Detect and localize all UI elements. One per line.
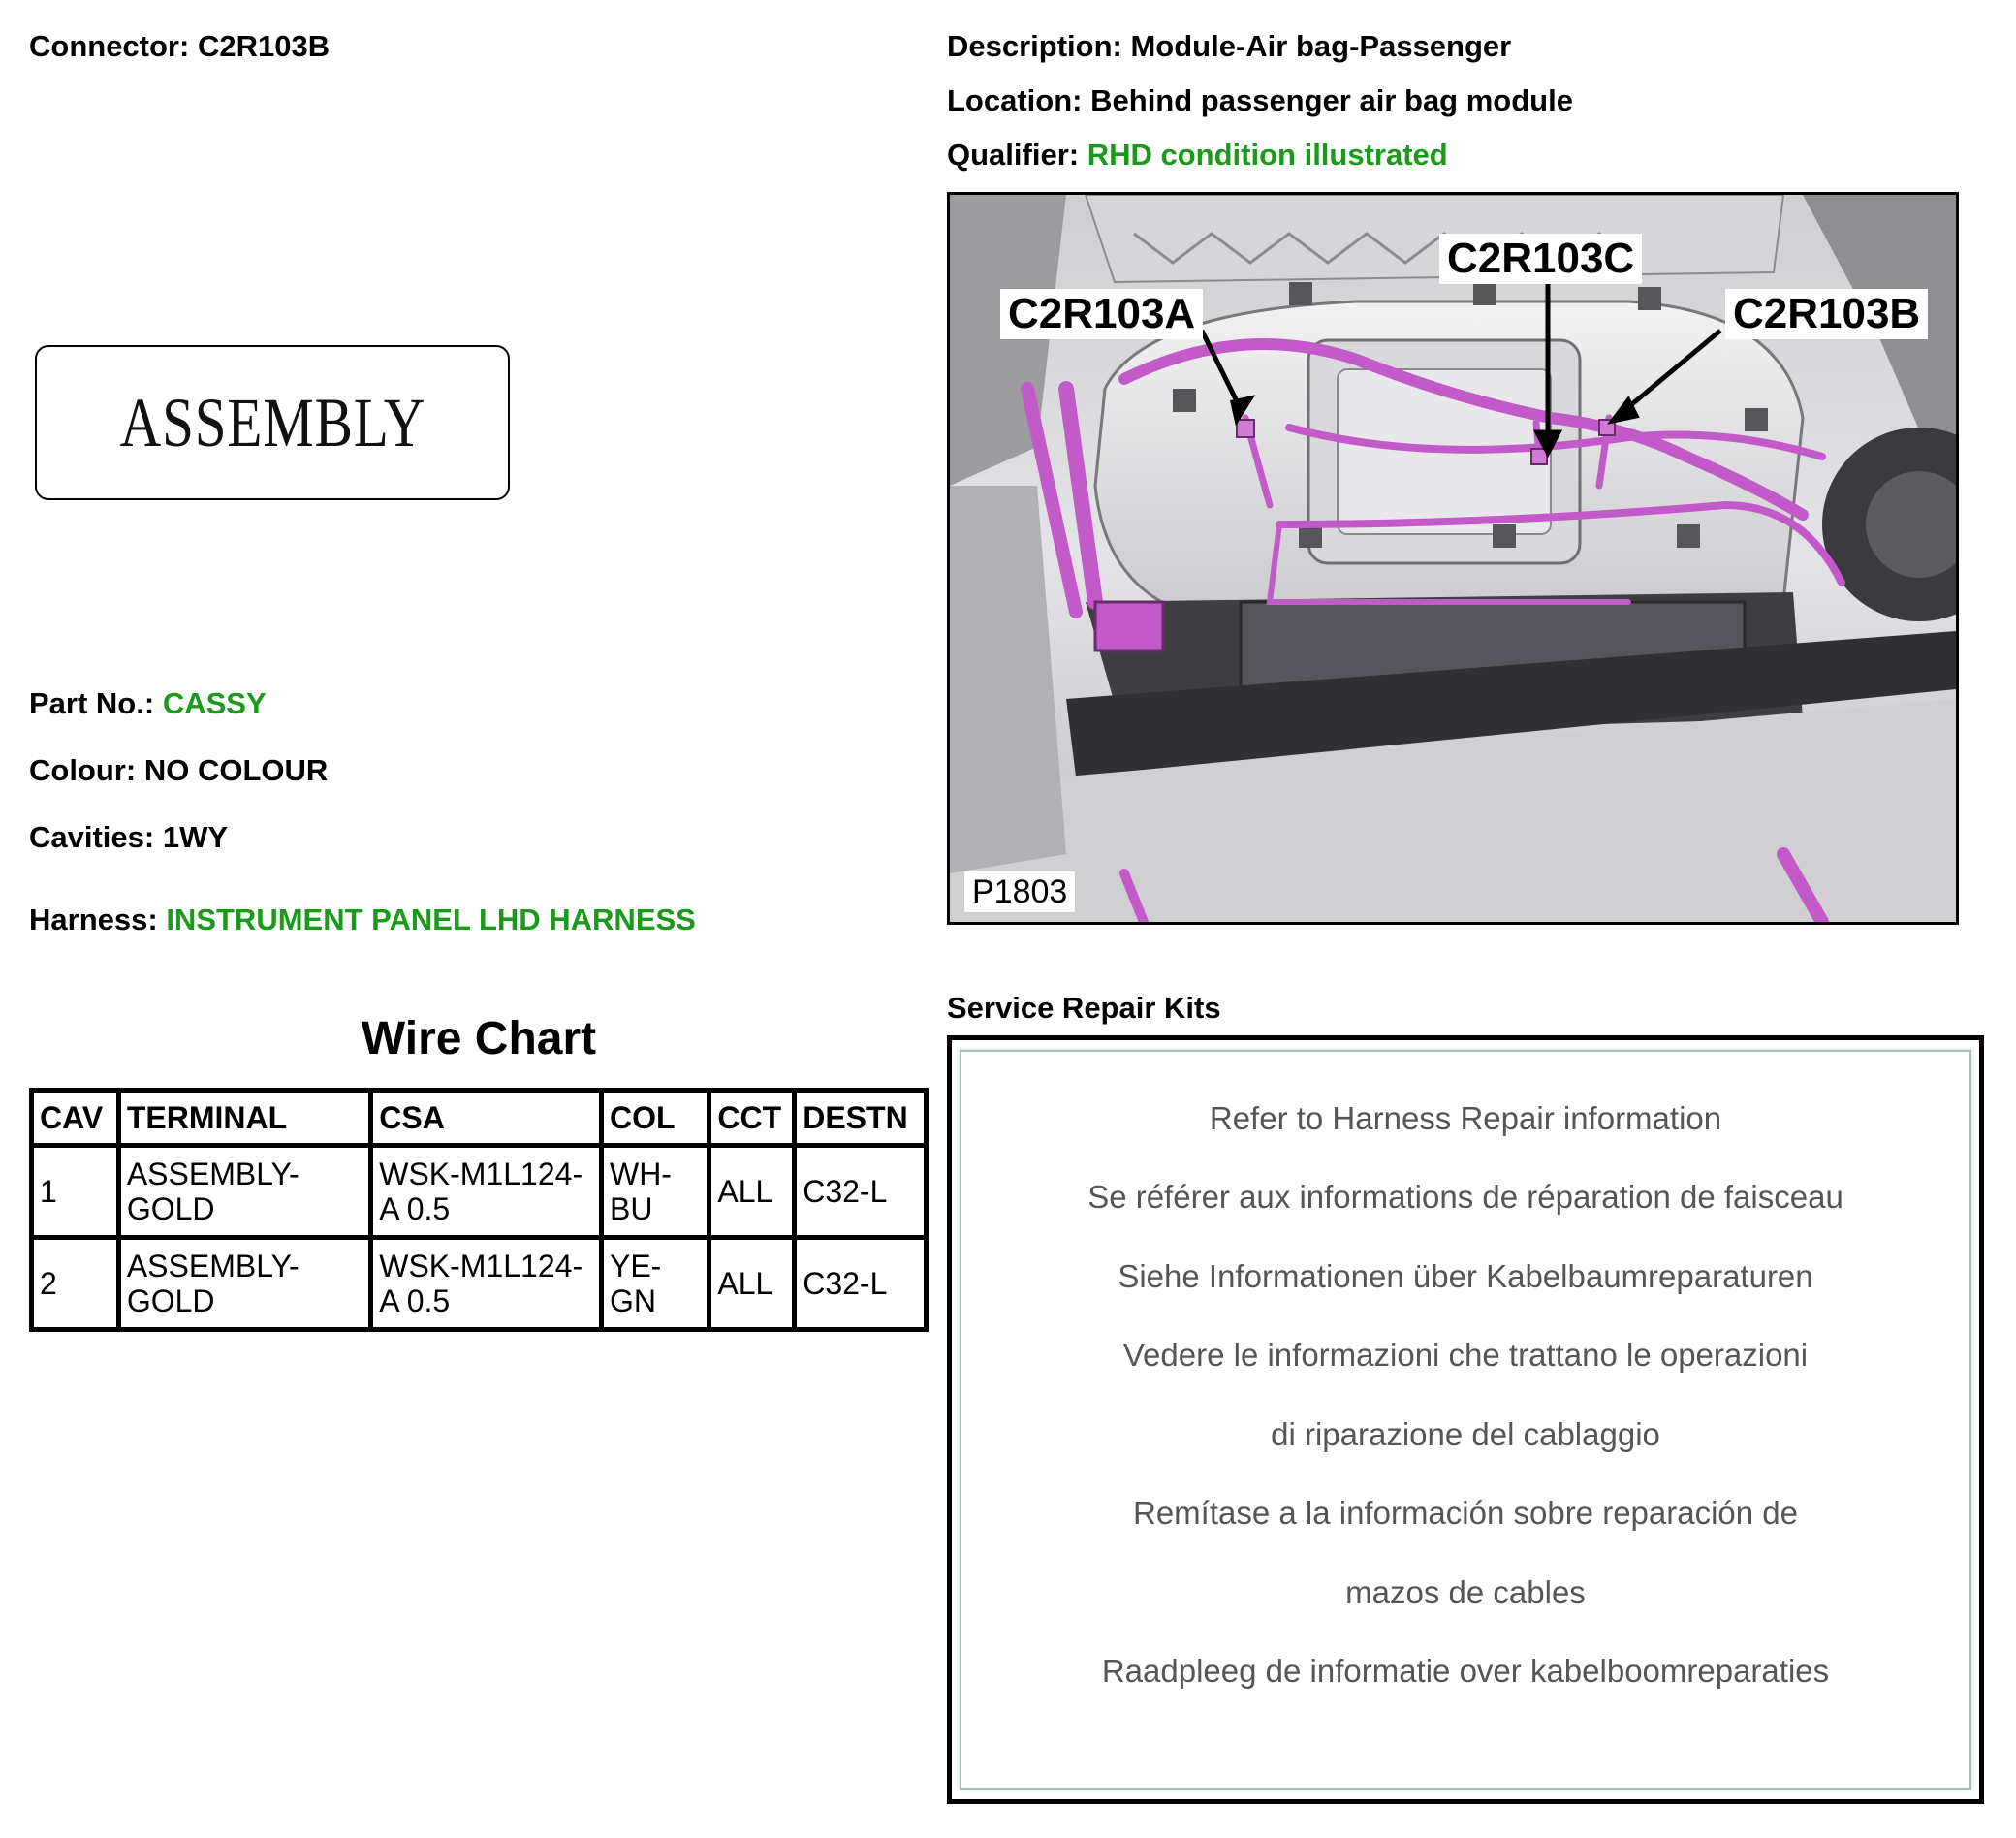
qualifier-line <box>947 138 1448 173</box>
connector-label: Connector: <box>29 29 190 63</box>
callout-c2r103c: C2R103C <box>1439 234 1642 284</box>
header-csa: CSA <box>371 1091 602 1146</box>
location-line <box>947 83 1573 118</box>
cell-cav: 1 <box>32 1146 119 1238</box>
connector-location-illustration <box>947 192 1959 925</box>
header-col: COL <box>601 1091 709 1146</box>
description-value: Module-Air bag-Passenger <box>1130 29 1512 63</box>
cell-terminal-line2: GOLD <box>126 1283 215 1318</box>
srk-line-it-1: Vedere le informazioni che trattano le operazioni <box>1122 1337 1809 1373</box>
header-terminal: TERMINAL <box>118 1091 370 1146</box>
wire-chart-table <box>29 1088 929 1332</box>
qualifier-value: RHD condition illustrated <box>1087 138 1448 172</box>
srk-line-es-2: mazos de cables <box>1345 1574 1586 1610</box>
callout-c2r103b: C2R103B <box>1725 289 1928 339</box>
cavities-value: 1WY <box>162 820 229 854</box>
location-value: Behind passenger air bag module <box>1090 83 1573 117</box>
figure-id: P1803 <box>964 871 1075 912</box>
table-header-row <box>32 1091 927 1146</box>
cell-col <box>601 1146 709 1238</box>
srk-line-de: Siehe Informationen über Kabelbaumreparaturen <box>1118 1258 1813 1294</box>
assembly-box <box>35 345 510 500</box>
part-no-line <box>29 686 267 721</box>
cell-terminal <box>118 1146 370 1238</box>
cell-cct: ALL <box>709 1146 795 1238</box>
cell-csa-line1: WSK-M1L124- <box>379 1249 583 1283</box>
callout-c2r103a: C2R103A <box>1000 289 1203 339</box>
cell-terminal <box>118 1238 370 1330</box>
cell-csa-line2: A 0.5 <box>379 1283 451 1318</box>
description-label: Description: <box>947 29 1122 63</box>
location-label: Location: <box>947 83 1083 117</box>
connector-value: C2R103B <box>197 29 331 63</box>
cell-csa <box>371 1146 602 1238</box>
cell-terminal-line1: ASSEMBLY- <box>126 1157 299 1191</box>
cell-terminal-line2: GOLD <box>126 1191 215 1226</box>
harness-label: Harness: <box>29 903 158 936</box>
service-repair-kits-title: Service Repair Kits <box>947 991 1221 1025</box>
qualifier-label: Qualifier: <box>947 138 1080 172</box>
cell-col <box>601 1238 709 1330</box>
cell-terminal-line1: ASSEMBLY- <box>126 1249 299 1283</box>
assembly-text: ASSEMBLY <box>119 383 425 461</box>
colour-label: Colour: <box>29 753 137 787</box>
part-no-label: Part No.: <box>29 686 155 720</box>
service-repair-kits-box <box>947 1035 1984 1804</box>
cell-csa-line1: WSK-M1L124- <box>379 1157 583 1191</box>
cell-csa <box>371 1238 602 1330</box>
part-no-value: CASSY <box>162 686 267 720</box>
srk-line-en: Refer to Harness Repair information <box>1209 1100 1722 1136</box>
cell-cav: 2 <box>32 1238 119 1330</box>
harness-line <box>29 903 696 937</box>
cell-cct: ALL <box>709 1238 795 1330</box>
cavities-label: Cavities: <box>29 820 155 854</box>
srk-line-it-2: di riparazione del cablaggio <box>1271 1416 1660 1452</box>
connector-line <box>29 29 330 64</box>
cavities-line <box>29 820 228 855</box>
cell-col-line2: BU <box>609 1191 653 1226</box>
cell-destn: C32-L <box>795 1238 927 1330</box>
srk-line-nl: Raadpleeg de informatie over kabelboomreparaties <box>1101 1653 1830 1689</box>
cell-col-line1: YE- <box>609 1249 662 1283</box>
header-cav: CAV <box>32 1091 119 1146</box>
harness-value: INSTRUMENT PANEL LHD HARNESS <box>166 903 696 936</box>
service-repair-kits-inner <box>960 1050 1971 1790</box>
cell-col-line2: GN <box>609 1283 656 1318</box>
srk-line-es-1: Remítase a la información sobre reparación de <box>1132 1495 1799 1531</box>
table-row <box>32 1238 927 1330</box>
header-destn: DESTN <box>795 1091 927 1146</box>
srk-line-fr: Se référer aux informations de réparation de faisceau <box>1087 1179 1843 1215</box>
header-cct: CCT <box>709 1091 795 1146</box>
table-row <box>32 1146 927 1238</box>
cell-csa-line2: A 0.5 <box>379 1191 451 1226</box>
cell-destn: C32-L <box>795 1146 927 1238</box>
colour-line <box>29 753 328 788</box>
cell-col-line1: WH- <box>609 1157 672 1191</box>
description-line <box>947 29 1511 64</box>
colour-value: NO COLOUR <box>143 753 329 787</box>
wire-chart-title: Wire Chart <box>361 1013 597 1064</box>
